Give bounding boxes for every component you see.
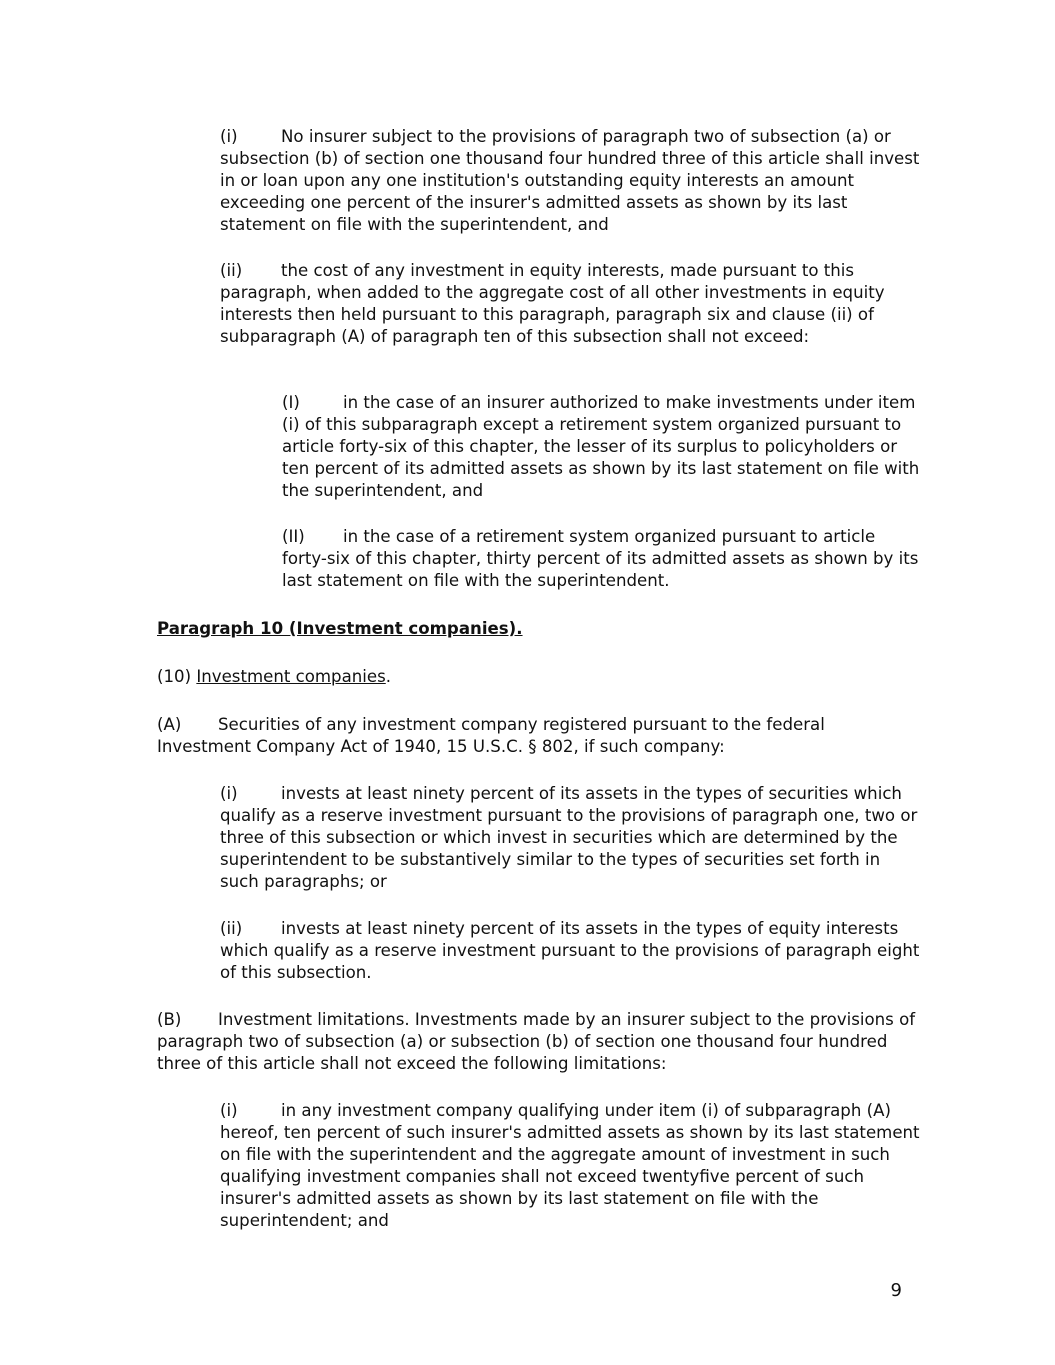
item-label: (B)	[157, 1010, 182, 1029]
item-label: (i)	[220, 1101, 238, 1120]
paragraph-number: (10)	[157, 667, 192, 686]
subparagraph-A-item-i	[220, 783, 920, 893]
paragraph-title-suffix: .	[385, 667, 392, 686]
subitem-I-authorized-insurer	[282, 392, 922, 502]
item-text: in the case of an insurer authorized to make investments under item (i) of this subparagraph except a retirement system organized pursuant to article forty-six of this chapter, the lesser of its surplus to policyholders or ten percent of its admitted assets as shown by its last statement on file with the superintendent, and	[282, 393, 920, 500]
item-label: (A)	[157, 715, 182, 734]
subparagraph-B	[157, 1009, 917, 1075]
item-label: (I)	[282, 393, 300, 412]
item-label: (ii)	[220, 919, 243, 938]
item-text: in any investment company qualifying under item (i) of subparagraph (A) hereof, ten percent of such insurer's admitted assets as shown by its last statement on file with the superintendent and the aggregate amount of investment in such qualifying investment companies shall not exceed twentyfive percent of such insurer's admitted assets as shown by its last statement on file with the superintendent; and	[220, 1101, 920, 1230]
item-text: Investment limitations. Investments made by an insurer subject to the provisions of paragraph two of subsection (a) or subsection (b) of section one thousand four hundred three of this article shall not exceed the following limitations:	[157, 1010, 916, 1073]
section-heading: Paragraph 10 (Investment companies).	[157, 619, 523, 638]
item-ii-aggregate-cost	[220, 260, 920, 348]
item-label: (ii)	[220, 261, 243, 280]
item-text: Securities of any investment company registered pursuant to the federal Investment Company Act of 1940, 15 U.S.C. § 802, if such company:	[157, 715, 825, 756]
subitem-II-retirement-system	[282, 526, 922, 592]
subparagraph-A	[157, 714, 917, 758]
item-text: No insurer subject to the provisions of paragraph two of subsection (a) or subsection (b) of section one thousand four hundred three of this article shall invest in or loan upon any one institution's outstanding equity interests an amount exceeding one percent of the insurer's admitted assets as shown by its last statement on file with the superintendent, and	[220, 127, 920, 234]
item-text: invests at least ninety percent of its assets in the types of equity interests which qualify as a reserve investment pursuant to the provisions of paragraph eight of this subsection.	[220, 919, 920, 982]
subparagraph-A-item-ii	[220, 918, 920, 984]
item-text: invests at least ninety percent of its assets in the types of securities which qualify as a reserve investment pursuant to the provisions of paragraph one, two or three of this subsection or which invest in securities which are determined by the superintendent to be substantively similar to the types of securities set forth in such paragraphs; or	[220, 784, 918, 891]
paragraph-10-title	[157, 666, 917, 688]
item-label: (i)	[220, 127, 238, 146]
item-text: in the case of a retirement system organized pursuant to article forty-six of this chapter, thirty percent of its admitted assets as shown by its last statement on file with the superintendent.	[282, 527, 919, 590]
page-number: 9	[890, 1280, 902, 1301]
paragraph-title: Investment companies	[196, 667, 386, 686]
item-i-equity-limit	[220, 126, 920, 236]
item-text: the cost of any investment in equity interests, made pursuant to this paragraph, when added to the aggregate cost of all other investments in equity interests then held pursuant to this paragraph, paragraph six and clause (ii) of subparagraph (A) of paragraph ten of this subsection shall not exceed:	[220, 261, 885, 346]
item-label: (i)	[220, 784, 238, 803]
subparagraph-B-item-i	[220, 1100, 920, 1232]
item-label: (II)	[282, 527, 305, 546]
